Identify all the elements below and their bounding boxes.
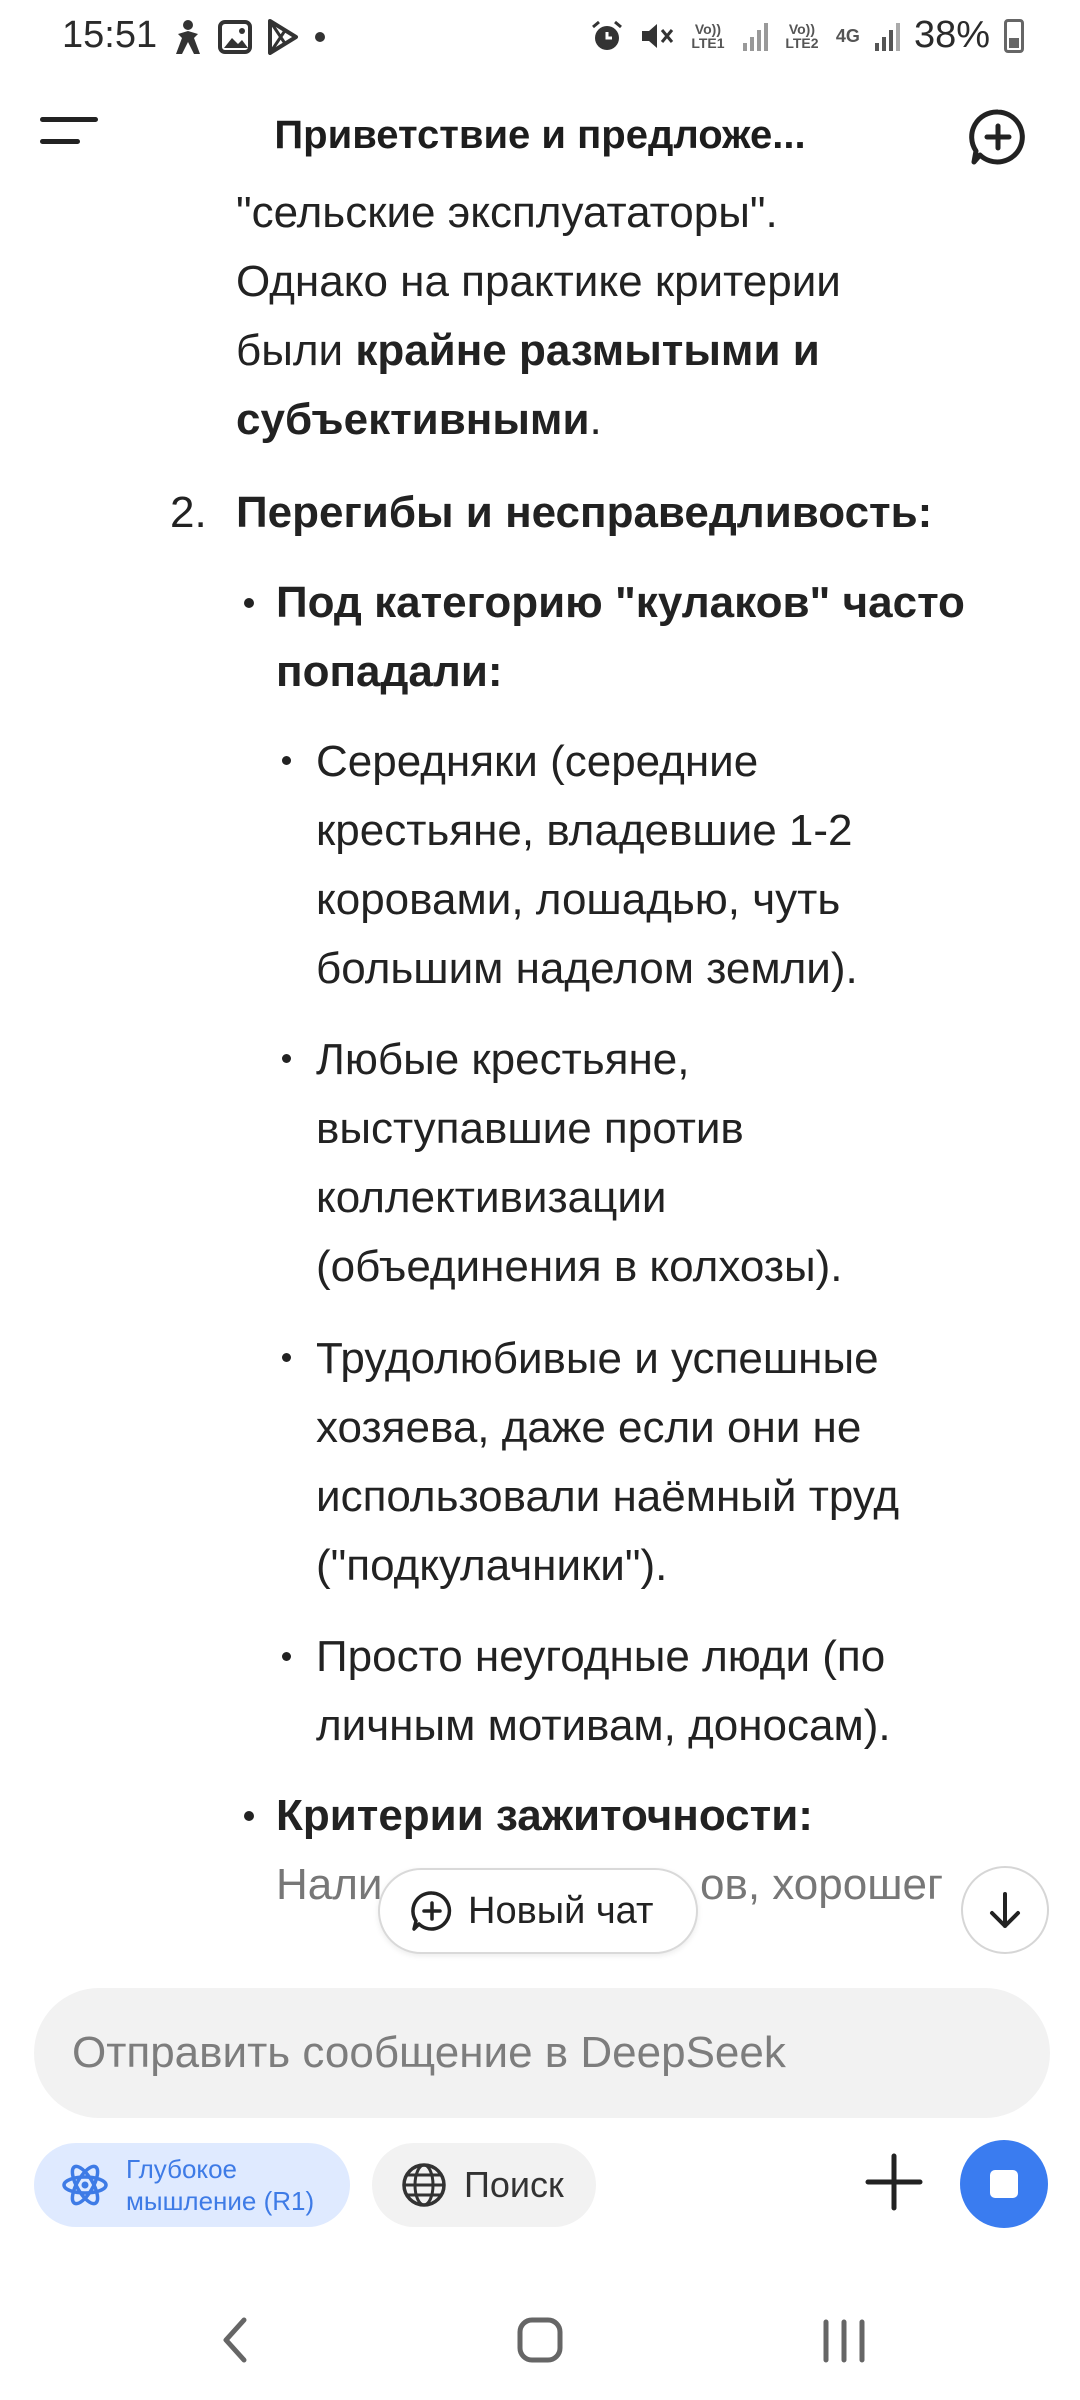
new-chat-icon [410,1889,454,1933]
new-chat-label: Новый чат [468,1889,654,1932]
message-input[interactable]: Отправить сообщение в DeepSeek [34,1988,1050,2118]
attach-plus-icon[interactable] [862,2150,926,2214]
message-line: Однако на практике критерии [236,257,841,306]
list-item-line: коллективизации [316,1173,667,1222]
new-chat-button[interactable] [378,1868,698,1954]
globe-icon [400,2161,448,2209]
recents-icon[interactable] [804,2310,884,2370]
search-label: Поиск [464,2164,564,2205]
status-time: 15:51 [62,14,158,56]
bullet [282,1054,291,1063]
list-item-line: выступавшие против [316,1104,744,1153]
deep-thinking-line1: Глубокое [126,2154,238,2184]
sub-title: попадали: [276,647,503,696]
list-item-line: крестьяне, владевшие 1-2 [316,806,853,855]
deep-thinking-toggle[interactable] [34,2143,350,2227]
text-bold: крайне размытыми и [355,326,820,375]
home-icon[interactable] [500,2310,580,2370]
list-number: 2. [170,488,207,537]
battery-percent: 38% [913,14,990,56]
arrow-down-icon [983,1888,1027,1932]
partial-text: Нали [276,1860,383,1909]
bullet [244,1811,254,1821]
network-type: 4G [835,25,860,46]
list-item-line: Просто неугодные люди (по [316,1632,886,1681]
list-item-line: коровами, лошадью, чуть [316,875,841,924]
list-item-line: Любые крестьяне, [316,1035,690,1084]
chat-title[interactable]: Приветствие и предложе... [274,113,806,157]
list-item-line: (объединения в колхозы). [316,1242,843,1291]
list-item-line: личным мотивам, доносам). [316,1701,891,1750]
sub-title: Критерии зажиточности: [276,1791,813,1840]
list-item-line: использовали наёмный труд [316,1472,900,1521]
bullet [282,756,291,765]
search-toggle[interactable] [372,2143,596,2227]
sub-title: Под категорию "кулаков" часто [276,578,965,627]
list-item-line: хозяева, даже если они не [316,1403,862,1452]
deep-thinking-line2: мышление (R1) [126,2186,315,2216]
partial-text: ов, хорошег [700,1860,944,1909]
list-item-line: Трудолюбивые и успешные [316,1334,879,1383]
scroll-to-bottom-button[interactable] [961,1866,1049,1954]
deep-thinking-label [126,2153,314,2217]
menu-line [40,139,80,144]
sim1-label: Vo)) LTE1 [691,20,725,51]
message-line [236,385,602,454]
menu-button[interactable] [40,115,100,155]
back-icon[interactable] [196,2310,276,2370]
list-item-line: большим наделом земли). [316,944,858,993]
bullet [244,598,254,608]
sim2-label: Vo)) LTE2 [785,20,819,51]
menu-line [40,117,98,122]
bullet [282,1353,291,1362]
stop-generation-button[interactable] [960,2140,1048,2228]
message-line: "сельские эксплуататоры". [236,188,778,237]
top-bar [0,95,1080,185]
atom-icon [60,2160,110,2210]
message-line [236,316,820,385]
list-item-line: ("подкулачники"). [316,1541,668,1590]
text-normal: были [236,326,356,375]
stop-icon [990,2170,1018,2198]
new-chat-icon[interactable] [968,107,1028,167]
system-nav-bar [0,2280,1080,2400]
list-item-line: Середняки (середние [316,737,759,786]
text-bold: субъективными [236,395,590,444]
point-title: Перегибы и несправедливость: [236,488,933,537]
text-normal: . [589,395,602,444]
bullet [282,1652,291,1661]
